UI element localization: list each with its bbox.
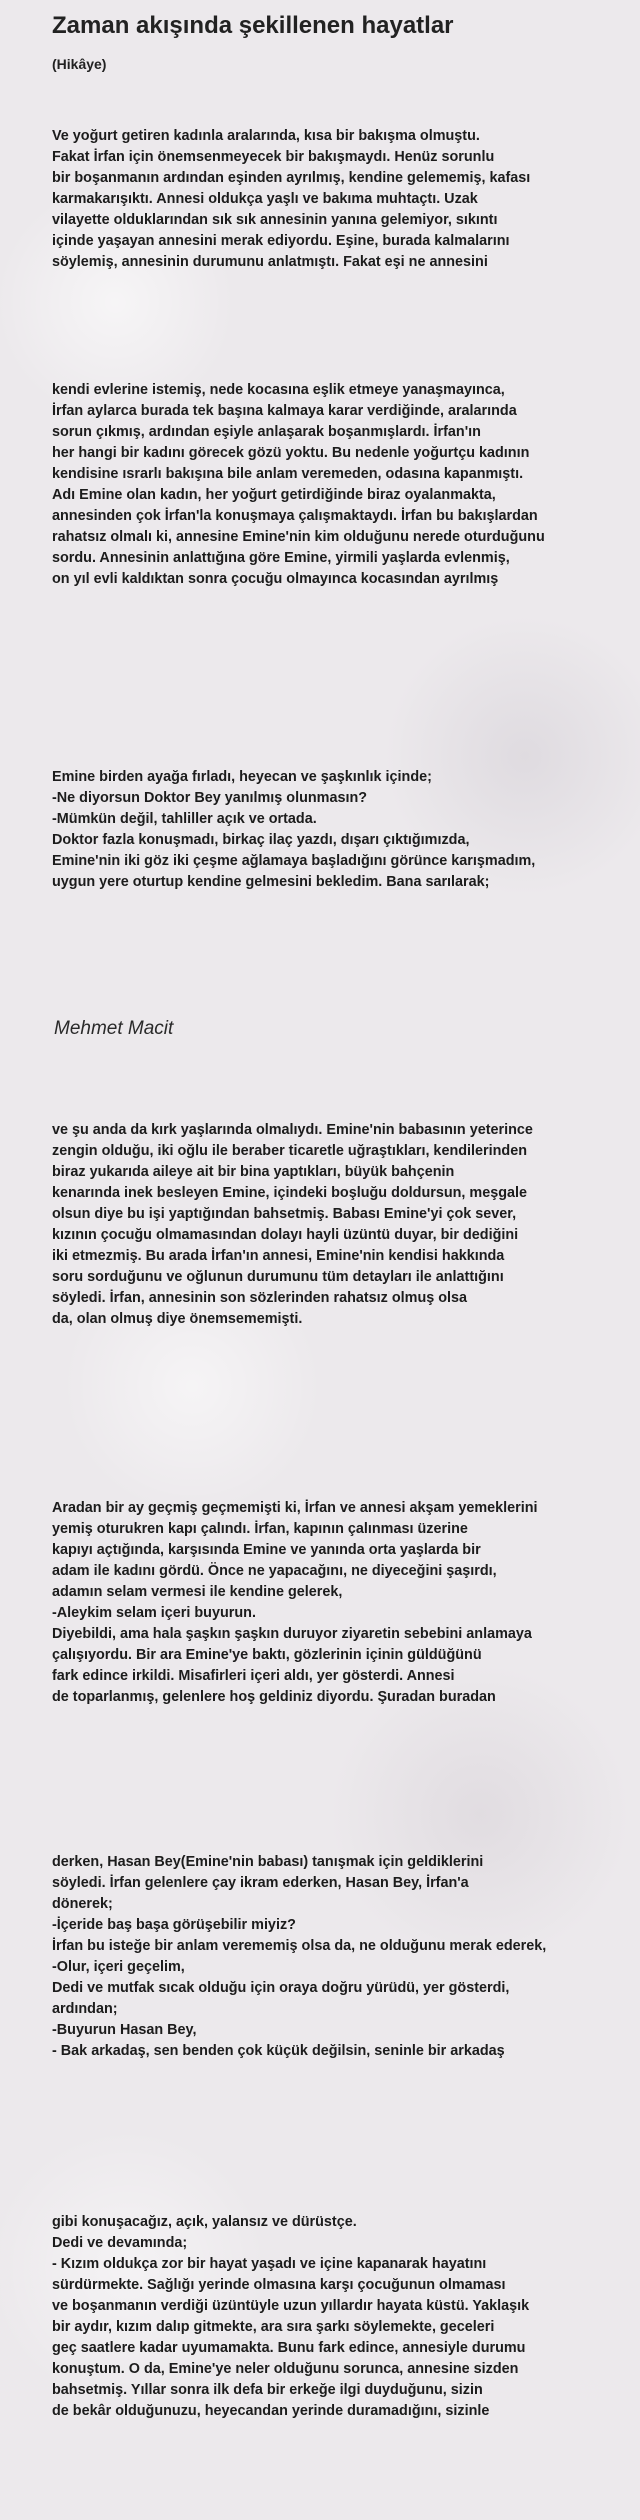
text-line: -Buyurun Hasan Bey,: [52, 2022, 197, 2038]
text-line: sordu. Annesinin anlattığına göre Emine, yirmili yaşlarda evlenmiş,: [52, 550, 510, 566]
text-line: Emine'nin iki göz iki çeşme ağlamaya başladığını görünce karışmadım,: [52, 853, 536, 869]
text-line: konuştum. O da, Emine'ye neler olduğunu sorunca, annesine sizden: [52, 2361, 519, 2377]
text-line: kapıyı açtığında, karşısında Emine ve yanında orta yaşlarda bir: [52, 1542, 481, 1558]
text-line: annesinden çok İrfan'la konuşmaya çalışmaktaydı. İrfan bu bakışlardan: [52, 508, 538, 524]
text-line: -Aleykim selam içeri buyurun.: [52, 1605, 256, 1621]
text-line: zengin olduğu, iki oğlu ile beraber ticaretle uğraştıkları, kendilerinden: [52, 1143, 527, 1159]
text-line: bahsetmiş. Yıllar sonra ilk defa bir erkeğe ilgi duyduğunu, sizin: [52, 2382, 483, 2398]
text-line: -İçeride baş başa görüşebilir miyiz?: [52, 1917, 296, 1933]
author-name: Mehmet Macit: [54, 1018, 174, 1039]
text-line: Emine birden ayağa fırladı, heyecan ve şaşkınlık içinde;: [52, 769, 432, 785]
text-line: kendisine ısrarlı bakışına bile anlam veremeden, odasına kapanmıştı.: [52, 466, 524, 482]
text-line: söylemiş, annesinin durumunu anlatmıştı. Fakat eşi ne annesini: [52, 254, 488, 270]
text-line: İrfan aylarca burada tek başına kalmaya karar verdiğinde, aralarında: [52, 403, 517, 419]
text-line: adamın selam vermesi ile kendine gelerek,: [52, 1584, 343, 1600]
text-line: kenarında inek besleyen Emine, içindeki boşluğu doldursun, meşgale: [52, 1185, 528, 1201]
text-line: olsun diye bu işi yaptığından bahsetmiş. Babası Emine'yi çok sever,: [52, 1206, 517, 1222]
text-line: -Ne diyorsun Doktor Bey yanılmış olunmasın?: [52, 790, 368, 806]
text-line: İrfan bu isteğe bir anlam verememiş olsa da, ne olduğunu merak ederek,: [52, 1938, 547, 1954]
paragraph-4: [52, 1120, 612, 1330]
text-line: bir boşanmanın ardından eşinden ayrılmış, kendine gelememiş, kafası: [52, 170, 531, 186]
text-line: içinde yaşayan annesini merak ediyordu. Eşine, burada kalmalarını: [52, 233, 510, 249]
text-line: rahatsız olmalı ki, annesine Emine'nin kim olduğunu nerede oturduğunu: [52, 529, 545, 545]
text-line: - Bak arkadaş, sen benden çok küçük değilsin, seninle bir arkadaş: [52, 2043, 505, 2059]
story-genre: (Hikâye): [52, 56, 107, 72]
paragraph-3: [52, 767, 612, 893]
text-line: yemiş oturukren kapı çalındı. İrfan, kapının çalınması üzerine: [52, 1521, 468, 1537]
paragraph-6: [52, 1852, 612, 2062]
text-line: Ve yoğurt getiren kadınla aralarında, kısa bir bakışma olmuştu.: [52, 128, 480, 144]
text-line: kendi evlerine istemiş, nede kocasına eşlik etmeye yanaşmayınca,: [52, 382, 505, 398]
text-line: karmakarışıktı. Annesi oldukça yaşlı ve bakıma muhtaçtı. Uzak: [52, 191, 478, 207]
text-line: dönerek;: [52, 1896, 113, 1912]
text-line: fark edince irkildi. Misafirleri içeri aldı, yer gösterdi. Annesi: [52, 1668, 455, 1684]
text-line: Diyebildi, ama hala şaşkın şaşkın duruyor ziyaretin sebebini anlamaya: [52, 1626, 532, 1642]
text-line: kızının çocuğu olmamasından dolayı hayli üzüntü duyar, bir dediğini: [52, 1227, 519, 1243]
text-line: uygun yere oturtup kendine gelmesini bekledim. Bana sarılarak;: [52, 874, 490, 890]
text-line: söyledi. İrfan gelenlere çay ikram ederken, Hasan Bey, İrfan'a: [52, 1875, 469, 1891]
text-line: Fakat İrfan için önemsenmeyecek bir bakışmaydı. Henüz sorunlu: [52, 149, 495, 165]
text-line: gibi konuşacağız, açık, yalansız ve dürüstçe.: [52, 2214, 357, 2230]
text-line: Dedi ve devamında;: [52, 2235, 188, 2251]
paragraph-2: [52, 380, 612, 590]
text-line: biraz yukarıda aileye ait bir bina yaptıkları, büyük bahçenin: [52, 1164, 455, 1180]
text-line: -Olur, içeri geçelim,: [52, 1959, 185, 1975]
text-line: vilayette olduklarından sık sık annesinin yanına gelemiyor, sıkıntı: [52, 212, 498, 228]
story-title: Zaman akışında şekillenen hayatlar: [52, 12, 454, 39]
text-line: on yıl evli kaldıktan sonra çocuğu olmayınca kocasından ayrılmış: [52, 571, 499, 587]
text-line: ve şu anda da kırk yaşlarında olmalıydı. Emine'nin babasının yeterince: [52, 1122, 533, 1138]
paragraph-5: [52, 1498, 612, 1708]
text-line: her hangi bir kadını görecek gözü yoktu. Bu nedenle yoğurtçu kadının: [52, 445, 530, 461]
text-line: sürdürmekte. Sağlığı yerinde olmasına karşı çocuğunun olmaması: [52, 2277, 506, 2293]
text-line: Dedi ve mutfak sıcak olduğu için oraya doğru yürüdü, yer gösterdi,: [52, 1980, 510, 1996]
text-line: -Mümkün değil, tahliller açık ve ortada.: [52, 811, 317, 827]
text-line: Doktor fazla konuşmadı, birkaç ilaç yazdı, dışarı çıktığımızda,: [52, 832, 470, 848]
text-line: Aradan bir ay geçmiş geçmemişti ki, İrfan ve annesi akşam yemeklerini: [52, 1500, 538, 1516]
text-line: - Kızım oldukça zor bir hayat yaşadı ve içine kapanarak hayatını: [52, 2256, 487, 2272]
paragraph-7: [52, 2212, 612, 2422]
text-line: bir aydır, kızım dalıp gitmekte, ara sıra şarkı söylemekte, geceleri: [52, 2319, 495, 2335]
text-line: söyledi. İrfan, annesinin son sözlerinden rahatsız olmuş olsa: [52, 1290, 468, 1306]
text-line: da, olan olmuş diye önemsememişti.: [52, 1311, 303, 1327]
text-line: ve boşanmanın verdiği üzüntüyle uzun yıllardır hayata küstü. Yaklaşık: [52, 2298, 530, 2314]
text-line: Adı Emine olan kadın, her yoğurt getirdiğinde biraz oyalanmakta,: [52, 487, 496, 503]
text-line: soru sorduğunu ve oğlunun durumunu tüm detayları ile anlattığını: [52, 1269, 504, 1285]
text-line: iki etmezmiş. Bu arada İrfan'ın annesi, Emine'nin kendisi hakkında: [52, 1248, 505, 1264]
text-line: çalışıyordu. Bir ara Emine'ye baktı, gözlerinin içinin güldüğünü: [52, 1647, 482, 1663]
text-line: sorun çıkmış, ardından eşiyle anlaşarak boşanmışlardı. İrfan'ın: [52, 424, 481, 440]
text-line: de toparlanmış, gelenlere hoş geldiniz diyordu. Şuradan buradan: [52, 1689, 496, 1705]
text-line: geç saatlere kadar uyumamakta. Bunu fark edince, annesiyle durumu: [52, 2340, 526, 2356]
text-line: de bekâr olduğunuzu, heyecandan yerinde duramadığını, sizinle: [52, 2403, 490, 2419]
paragraph-1: [52, 126, 612, 273]
text-line: derken, Hasan Bey(Emine'nin babası) tanışmak için geldiklerini: [52, 1854, 484, 1870]
text-line: ardından;: [52, 2001, 118, 2017]
text-line: adam ile kadını gördü. Önce ne yapacağını, ne diyeceğini şaşırdı,: [52, 1563, 497, 1579]
